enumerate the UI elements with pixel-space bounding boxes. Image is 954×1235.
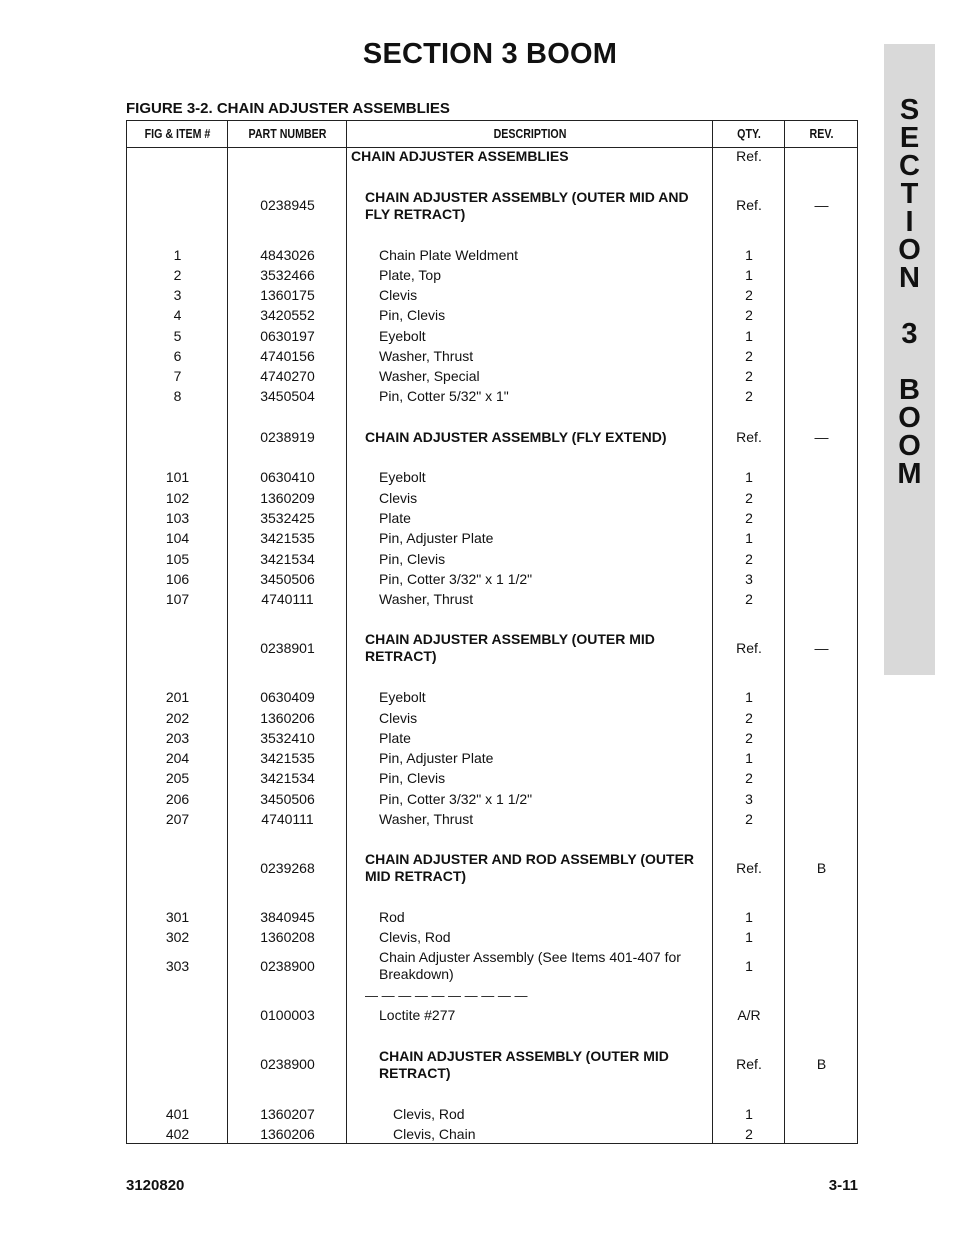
row-qty: Ref. [736,429,762,445]
row-item: 207 [165,811,190,827]
row-part-number: 0239268 [260,860,315,876]
row-item: 204 [165,750,190,766]
row-item: 4 [173,307,182,323]
row-description: Eyebolt [379,689,426,705]
row-part-number: 3421535 [260,750,315,766]
row-item: 104 [165,530,190,546]
row-item: 402 [165,1126,190,1142]
row-qty: 1 [745,750,753,766]
header-description: DESCRIPTION [493,126,567,141]
row-part-number: 3421534 [260,551,315,567]
side-tab-letter: I [905,206,914,238]
row-part-number: 0238901 [260,640,315,656]
row-part-number: 1360206 [260,1126,315,1142]
row-qty: 2 [745,770,753,786]
row-item: 401 [165,1106,190,1122]
row-description: Pin, Cotter 3/32" x 1 1/2" [379,571,533,587]
row-description: Washer, Thrust [379,348,474,364]
side-tab-letter: O [898,430,921,462]
row-description: Rod [379,909,405,925]
row-description: Plate [379,730,411,746]
row-part-number: 0238900 [260,958,315,974]
row-item: 1 [173,247,182,263]
row-qty: 1 [745,328,753,344]
row-description: Plate [379,510,411,526]
row-qty: 2 [745,510,753,526]
row-qty: Ref. [736,197,762,213]
side-tab-letter: B [899,374,920,406]
row-description: Clevis [379,490,418,506]
row-item: 303 [165,958,190,974]
row-part-number: 3421535 [260,530,315,546]
row-item: 202 [165,710,190,726]
row-description: Clevis [379,287,418,303]
row-qty: 2 [745,490,753,506]
side-tab-letter: 3 [901,318,918,350]
row-qty: 2 [745,287,753,303]
row-description: CHAIN ADJUSTER ASSEMBLY (OUTER MID RETRACT) [365,631,655,664]
row-qty: A/R [737,1007,761,1023]
side-tab-letter: O [898,234,921,266]
row-description: CHAIN ADJUSTER ASSEMBLY (OUTER MID RETRACT) [379,1048,669,1081]
row-item: 201 [165,689,190,705]
section-side-tab [884,44,935,675]
row-item: 5 [173,328,182,344]
row-qty: 2 [745,551,753,567]
row-part-number: 4843026 [260,247,315,263]
row-item: 2 [173,267,182,283]
row-description: CHAIN ADJUSTER ASSEMBLY (OUTER MID AND FLY RETRACT) [365,189,689,222]
row-qty: 1 [745,689,753,705]
row-item: 106 [165,571,190,587]
side-tab-letter: N [899,262,920,294]
footer-doc-number: 3120820 [126,1177,185,1194]
row-item: 105 [165,551,190,567]
row-part-number: 0238900 [260,1056,315,1072]
row-part-number: 3532466 [260,267,315,283]
row-qty: 2 [745,307,753,323]
parts-table [126,120,858,1144]
row-qty: 1 [745,469,753,485]
row-description: Washer, Thrust [379,811,474,827]
row-item: 101 [165,469,190,485]
row-description: Pin, Clevis [379,770,446,786]
row-part-number: 0238919 [260,429,315,445]
row-description: Plate, Top [379,267,442,283]
row-part-number: 1360209 [260,490,315,506]
section-title: SECTION 3 BOOM [362,38,618,70]
row-part-number: 0100003 [260,1007,315,1023]
row-qty: 3 [745,791,753,807]
row-description: Chain Plate Weldment [379,247,519,263]
row-part-number: 4740156 [260,348,315,364]
row-description: Eyebolt [379,328,426,344]
row-description: Pin, Clevis [379,551,446,567]
row-part-number: 0630409 [260,689,315,705]
row-part-number: 4740111 [261,811,314,827]
row-description: Clevis, Chain [393,1126,476,1142]
row-qty: 1 [745,530,753,546]
row-part-number: 0630410 [260,469,315,485]
header-qty: QTY. [737,126,761,141]
row-description: Eyebolt [379,469,426,485]
row-description: Chain Adjuster Assembly (See Items 401-407 for Breakdown) [379,949,681,982]
row-part-number: 1360207 [260,1106,315,1122]
row-qty: 2 [745,730,753,746]
row-description: Clevis, Rod [393,1106,465,1122]
row-qty: 1 [745,958,753,974]
row-qty: 2 [745,348,753,364]
footer-page-number: 3-11 [828,1177,858,1194]
row-description: Clevis [379,710,418,726]
row-description: CHAIN ADJUSTER AND ROD ASSEMBLY (OUTER MID RETRACT) [365,851,695,884]
header-rev: REV. [809,126,834,141]
row-description: Pin, Clevis [379,307,446,323]
row-part-number: 1360208 [260,929,315,945]
row-qty: Ref. [736,860,762,876]
row-qty: 2 [745,710,753,726]
row-part-number: 3840945 [260,909,315,925]
row-part-number: 4740111 [261,591,314,607]
row-item: 301 [165,909,190,925]
row-part-number: 3450504 [260,388,315,404]
side-tab-letter: M [897,458,922,490]
row-part-number: 4740270 [260,368,315,384]
row-rev: — [814,640,829,656]
row-part-number: 3421534 [260,770,315,786]
row-item: 7 [173,368,182,384]
row-part-number: 3420552 [260,307,315,323]
header-part-number: PART NUMBER [248,126,327,141]
side-tab-letter: S [899,94,920,126]
row-part-number: 3450506 [260,791,315,807]
row-rev: — [814,197,829,213]
row-description: Pin, Adjuster Plate [379,530,494,546]
row-item: 107 [165,591,190,607]
row-qty: 3 [745,571,753,587]
row-qty: 1 [745,267,753,283]
row-item: 3 [173,287,182,303]
row-item: 102 [165,490,190,506]
row-qty: 2 [745,388,753,404]
row-description: Clevis, Rod [379,929,451,945]
dash-separator: — — — — — — — — — — [365,988,528,1003]
row-part-number: 1360206 [260,710,315,726]
row-part-number: 3532425 [260,510,315,526]
figure-title: FIGURE 3-2. CHAIN ADJUSTER ASSEMBLIES [126,100,450,117]
row-item: 103 [165,510,190,526]
row-qty: Ref. [736,148,762,164]
row-rev: B [816,1056,827,1072]
row-qty: 2 [745,368,753,384]
row-item: 206 [165,791,190,807]
row-description: Pin, Cotter 3/32" x 1 1/2" [379,791,533,807]
side-tab-letter: O [898,402,921,434]
side-tab-letter: E [899,122,920,154]
row-part-number: 0630197 [260,328,315,344]
row-item: 6 [173,348,182,364]
row-rev: B [816,860,827,876]
row-part-number: 0238945 [260,197,315,213]
row-rev: — [814,429,829,445]
row-item: 302 [165,929,190,945]
row-item: 8 [173,388,182,404]
row-part-number: 3450506 [260,571,315,587]
row-description: CHAIN ADJUSTER ASSEMBLY (FLY EXTEND) [365,429,667,445]
row-qty: 2 [745,591,753,607]
row-part-number: 3532410 [260,730,315,746]
row-item: 205 [165,770,190,786]
row-qty: 1 [745,929,753,945]
row-qty: 2 [745,811,753,827]
row-qty: 1 [745,1106,753,1122]
row-qty: 1 [745,909,753,925]
row-description: Pin, Cotter 5/32" x 1" [379,388,509,404]
row-qty: Ref. [736,1056,762,1072]
side-tab-letter: T [900,178,919,210]
row-description: Pin, Adjuster Plate [379,750,494,766]
row-description: Washer, Thrust [379,591,474,607]
row-description: Loctite #277 [379,1007,456,1023]
row-qty: 2 [745,1126,753,1142]
side-tab-letter: C [899,150,920,182]
row-part-number: 1360175 [260,287,315,303]
header-fig-item: FIG & ITEM # [144,126,211,141]
row-qty: 1 [745,247,753,263]
row-description: Washer, Special [379,368,480,384]
row-qty: Ref. [736,640,762,656]
row-item: 203 [165,730,190,746]
row-description: CHAIN ADJUSTER ASSEMBLIES [351,148,569,164]
